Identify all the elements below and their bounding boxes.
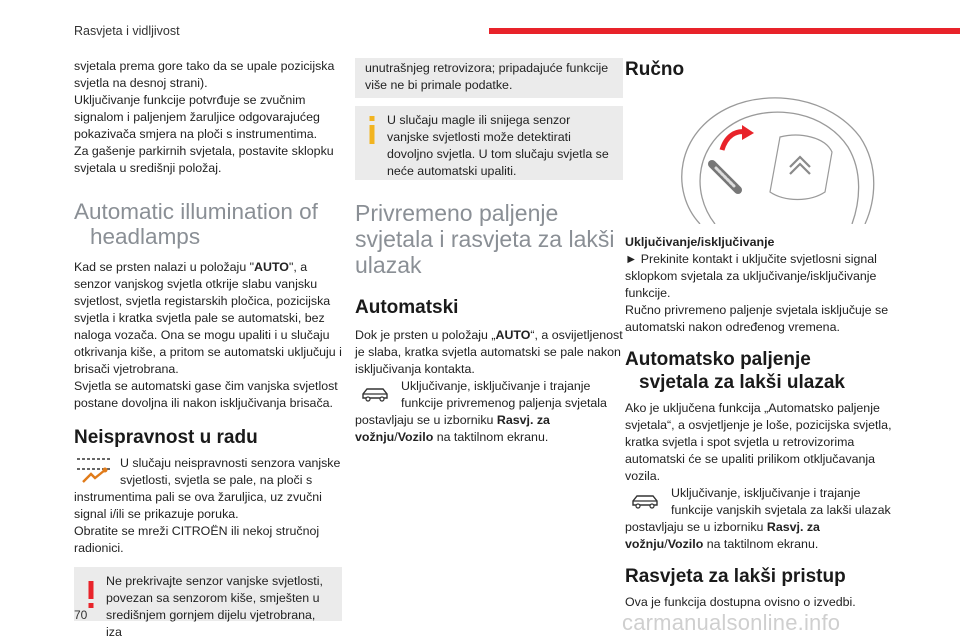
menu-block [355,378,623,446]
text-part: ", a senzor vanjskog svjetla otkrije slabu vanjsku svjetlost, svjetla registarskih pločica, pozicijska svjetla i kratka svjetla pale se automatski, bez naloga vozača. Ona se mogu upaliti i u slučaju otkrivanja kiše, a pritom se automatski uključuju i brisači vjetrobrana. [74,260,342,376]
header-accent-bar [489,28,960,34]
car-menu-icon [355,378,395,410]
onoff-title: Uključivanje/isključivanje [625,235,775,249]
warning-box-continued [355,58,623,98]
auto-paragraph-1 [74,259,342,378]
menu-name-vehicle: Vozilo [667,537,704,551]
text-part: Uključivanje, isključivanje i trajanje funkcije privremenog paljenja svjetala postavljaju se u izborniku [355,379,607,427]
column-3-body [625,234,893,611]
column-1 [74,58,342,639]
warning-box [74,567,342,639]
heading-manual: Ručno [625,59,685,80]
heading-malfunction: Neispravnost u radu [74,427,258,448]
heading-access-lighting: Rasvjeta za lakši pristup [625,566,846,587]
heading-line-2: headlamps [90,224,201,249]
section-title: Rasvjeta i vidljivost [74,24,180,38]
automatic-paragraph [355,327,623,378]
column-2 [355,58,623,446]
warning-continued-text: unutrašnjeg retrovizora; pripadajuće funkcije više ne bi primale podatke. [365,61,609,92]
heading-line-1: Automatic illumination of [74,199,318,224]
heading-automatic-welcome-lighting [625,348,893,394]
text-part: na taktilnom ekranu. [433,430,549,444]
text-part: / [664,537,668,551]
menu-name-vehicle: Vozilo [397,430,434,444]
welcome-lighting-paragraph: Ako je uključena funkcija „Automatsko paljenje svjetala“, a osvjetljenje je loše, pozicijska svjetla, kratka svjetla i spot svjetla u retrovizorima automatski će se upaliti prilikom otključavanja vozila. [625,401,892,483]
steering-wheel-illustration [660,92,880,224]
auto-mode-label: AUTO [254,260,289,274]
onoff-block [625,234,893,251]
auto-paragraph-2: Svjetla se automatski gase čim vanjska svjetlost postane dovoljna ili nakon isključivanja brisača. [74,379,338,410]
welcome-menu-paragraph [625,485,893,553]
warning-text: Ne prekrivajte senzor vanjske svjetlosti, povezan sa senzorom kiše, smješten u središnjem gornjem dijelu vjetrobrana, iza [106,574,323,639]
heading-line-3: ulazak [355,252,422,278]
heading-line-1: Privremeno paljenje [355,200,559,226]
info-icon [367,116,377,144]
text-part: Kad se prsten nalazi u položaju " [74,260,255,274]
access-paragraph: Ova je funkcija dostupna ovisno o izvedbi. [625,595,856,609]
info-box [355,106,623,180]
menu-name-driving-lights: Rasvj. za vožnju [625,520,820,551]
heading-line-1: Automatsko paljenje [625,349,811,370]
menu-name-driving-lights: Rasvj. za vožnju [355,413,550,444]
text-part: / [394,430,398,444]
text-part: Uključivanje, isključivanje i trajanje funkcije vanjskih svjetala za lakši ulazak postavljaju se u izborniku [625,486,891,534]
heading-line-2: svjetala i rasvjeta za lakši [355,226,615,252]
car-menu-icon [625,485,665,517]
page-number: 70 [74,608,88,622]
heading-line-2: svjetala za lakši ulazak [639,372,845,393]
heading-temporary-lighting [355,200,623,278]
malfunction-paragraph: U slučaju neispravnosti senzora vanjske svjetlosti, svjetla se pale, na ploči s instrumentima pali se ova žaruljica, uz zvučni signal i/ili se prikazuje poruka. [74,456,341,521]
heading-automatic: Automatski [355,297,459,318]
watermark: carmanualsonline.info [622,610,841,635]
welcome-menu-block [625,485,893,553]
malfunction-paragraph-2: Obratite se mreži CITROËN ili nekoj stručnoj radionici. [74,524,320,555]
column-3 [625,58,893,81]
sensor-fault-icon [74,455,114,487]
onoff-paragraph: ► Prekinite kontakt i uključite svjetlosni signal sklopkom svjetala za uključivanje/isključivanje funkcije. [625,252,877,300]
text-part: “, a osvijetljenost je slaba, kratka svjetla automatski se pale nakon isključivanja kontakta. [355,328,623,376]
malfunction-block [74,455,342,557]
heading-auto-illumination [74,199,342,249]
intro-paragraph: svjetala prema gore tako da se upale pozicijska svjetla na desnoj strani). Uključivanje funkcije potvrđuje se zvučnim signalom i paljenjem žaruljice odgovarajućeg pokazivača smjera na ploči s instrumentima. Za gašenje parkirnih svjetala, postavite sklopku svjetala u središnji položaj. [74,59,335,175]
page-header [0,0,960,42]
text-part: na taktilnom ekranu. [703,537,819,551]
info-text: U slučaju magle ili snijega senzor vanjske svjetlosti može detektirati dovoljno svjetla. U tom slučaju svjetla se neće automatski upaliti. [387,113,609,178]
warning-exclamation-icon [86,581,96,609]
auto-mode-label: AUTO [495,328,531,342]
text-part: Dok je prsten u položaju „ [355,328,496,342]
menu-paragraph [355,378,623,446]
onoff-paragraph-2: Ručno privremeno paljenje svjetala isključuje se automatski nakon određenog vremena. [625,303,889,334]
